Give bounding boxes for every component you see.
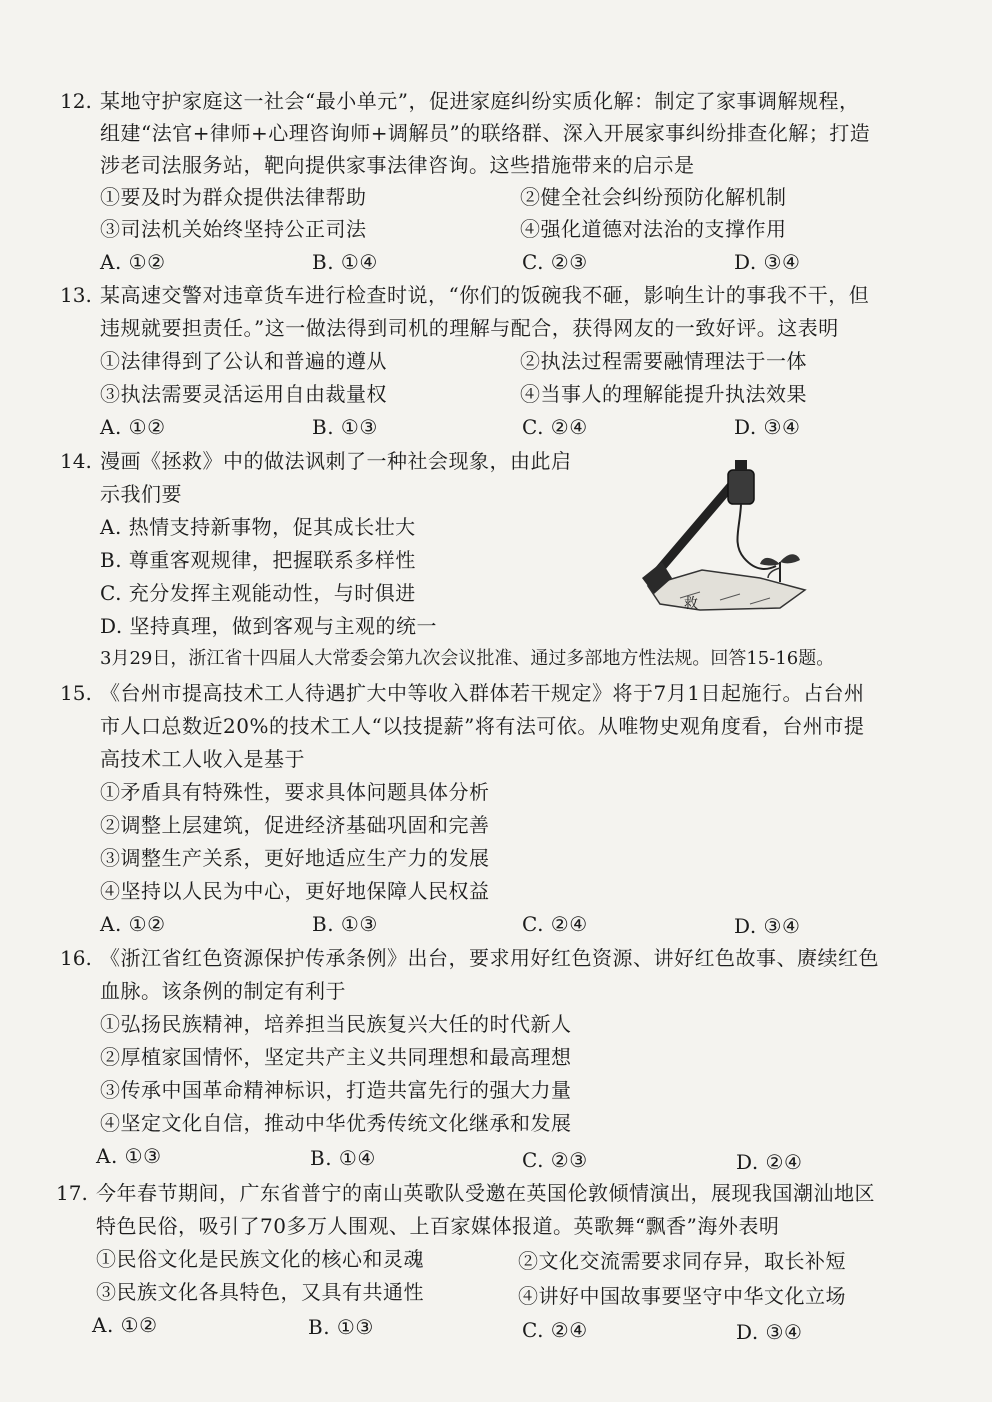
q13-stem-line-2: 违规就要担责任。”这一做法得到司机的理解与配合，获得网友的一致好评。这表明 [100,316,839,340]
q14-option-d: D. 坚持真理，做到客观与主观的统一 [100,614,438,638]
q12-stem-line-2: 组建“法官+律师+心理咨询师+调解员”的联络群、深入开展家事纠纷排查化解；打造 [100,121,871,145]
q16-option-d: D. ②④ [736,1150,803,1174]
q12-option-a: A. ①② [100,250,166,274]
q17-stem-line-1: 今年春节期间，广东省普宁的南山英歌队受邀在英国伦敦倾情演出，展现我国潮汕地区 [96,1181,875,1205]
q17-stem-line-2: 特色民俗，吸引了70多万人围观、上百家媒体报道。英歌舞“飘香”海外表明 [96,1214,780,1238]
q12-option-c: C. ②③ [522,250,588,274]
q13-option-d: D. ③④ [734,415,801,439]
q15-stem-line-3: 高技术工人收入是基于 [100,747,305,771]
q12-item-2: ②健全社会纠纷预防化解机制 [520,185,787,209]
q12-item-4: ④强化道德对法治的支撑作用 [520,217,787,241]
q15-16-intro: 3月29日，浙江省十四届人大常委会第九次会议批准、通过多部地方性法规。回答15-16题。 [100,648,835,669]
q12-item-3: ③司法机关始终坚持公正司法 [100,217,367,241]
q15-item-3: ③调整生产关系，更好地适应生产力的发展 [100,846,490,870]
q12-stem-line-3: 涉老司法服务站，靶向提供家事法律咨询。这些措施带来的启示是 [100,153,695,177]
q13-option-c: C. ②④ [522,415,588,439]
q13-number: 13. [60,283,92,307]
q16-item-4: ④坚定文化自信，推动中华优秀传统文化继承和发展 [100,1111,572,1135]
q13-item-2: ②执法过程需要融情理法于一体 [520,349,807,373]
q12-stem-line-1: 某地守护家庭这一社会“最小单元”，促进家庭纠纷实质化解：制定了家事调解规程， [100,89,860,113]
q15-option-b: B. ①③ [312,912,378,936]
q16-stem-line-1: 《浙江省红色资源保护传承条例》出台，要求用好红色资源、讲好红色故事、赓续红色 [100,946,879,970]
q15-option-d: D. ③④ [734,914,801,938]
q14-option-b: B. 尊重客观规律，把握联系多样性 [100,548,416,572]
q16-item-3: ③传承中国革命精神标识，打造共富先行的强大力量 [100,1078,572,1102]
q17-number: 17. [56,1181,88,1205]
q13-option-a: A. ①② [100,415,166,439]
q17-item-1: ①民俗文化是民族文化的核心和灵魂 [96,1247,424,1271]
q13-item-3: ③执法需要灵活运用自由裁量权 [100,382,387,406]
q13-item-1: ①法律得到了公认和普遍的遵从 [100,349,387,373]
q17-option-d: D. ③④ [736,1320,803,1344]
q17-item-2: ②文化交流需要求同存异，取长补短 [518,1249,846,1273]
q14-option-a: A. 热情支持新事物，促其成长壮大 [100,515,416,539]
q14-number: 14. [60,449,92,473]
q17-option-a: A. ①② [92,1313,158,1337]
q17-option-b: B. ①③ [308,1315,374,1339]
q14-stem-line-1: 漫画《拯救》中的做法讽刺了一种社会现象，由此启 [100,449,572,473]
q14-option-c: C. 充分发挥主观能动性，与时俱进 [100,581,416,605]
q12-item-1: ①要及时为群众提供法律帮助 [100,185,367,209]
q12-option-d: D. ③④ [734,250,801,274]
q13-item-4: ④当事人的理解能提升执法效果 [520,382,807,406]
q14-stem-line-2: 示我们要 [100,482,182,506]
q16-item-2: ②厚植家国情怀，坚定共产主义共同理想和最高理想 [100,1045,572,1069]
q15-option-c: C. ②④ [522,912,588,936]
cartoon-sign-text: 救 [684,597,698,612]
q15-number: 15. [60,681,92,705]
q16-number: 16. [60,946,92,970]
q12-option-b: B. ①④ [312,250,378,274]
q16-item-1: ①弘扬民族精神，培养担当民族复兴大任的时代新人 [100,1012,572,1036]
q15-option-a: A. ①② [100,912,166,936]
q15-item-1: ①矛盾具有特殊性，要求具体问题具体分析 [100,780,490,804]
q13-option-b: B. ①③ [312,415,378,439]
q13-stem-line-1: 某高速交警对违章货车进行检查时说，“你们的饭碗我不砸，影响生计的事我不干，但 [100,283,870,307]
q12-number: 12. [60,89,92,113]
cartoon-rescue-illustration [640,458,820,628]
q16-option-b: B. ①④ [310,1146,376,1170]
q17-item-3: ③民族文化各具特色，又具有共通性 [96,1280,424,1304]
q15-stem-line-1: 《台州市提高技术工人待遇扩大中等收入群体若干规定》将于7月1日起施行。占台州 [100,681,865,705]
q16-option-a: A. ①③ [96,1144,162,1168]
q16-stem-line-2: 血脉。该条例的制定有利于 [100,979,346,1003]
q17-item-4: ④讲好中国故事要坚守中华文化立场 [518,1284,846,1308]
q17-option-c: C. ②④ [522,1318,588,1342]
q16-option-c: C. ②③ [522,1148,588,1172]
q15-stem-line-2: 市人口总数近20%的技术工人“以技提薪”将有法可依。从唯物史观角度看，台州市提 [100,714,865,738]
q15-item-4: ④坚持以人民为中心，更好地保障人民权益 [100,879,490,903]
q15-item-2: ②调整上层建筑，促进经济基础巩固和完善 [100,813,490,837]
